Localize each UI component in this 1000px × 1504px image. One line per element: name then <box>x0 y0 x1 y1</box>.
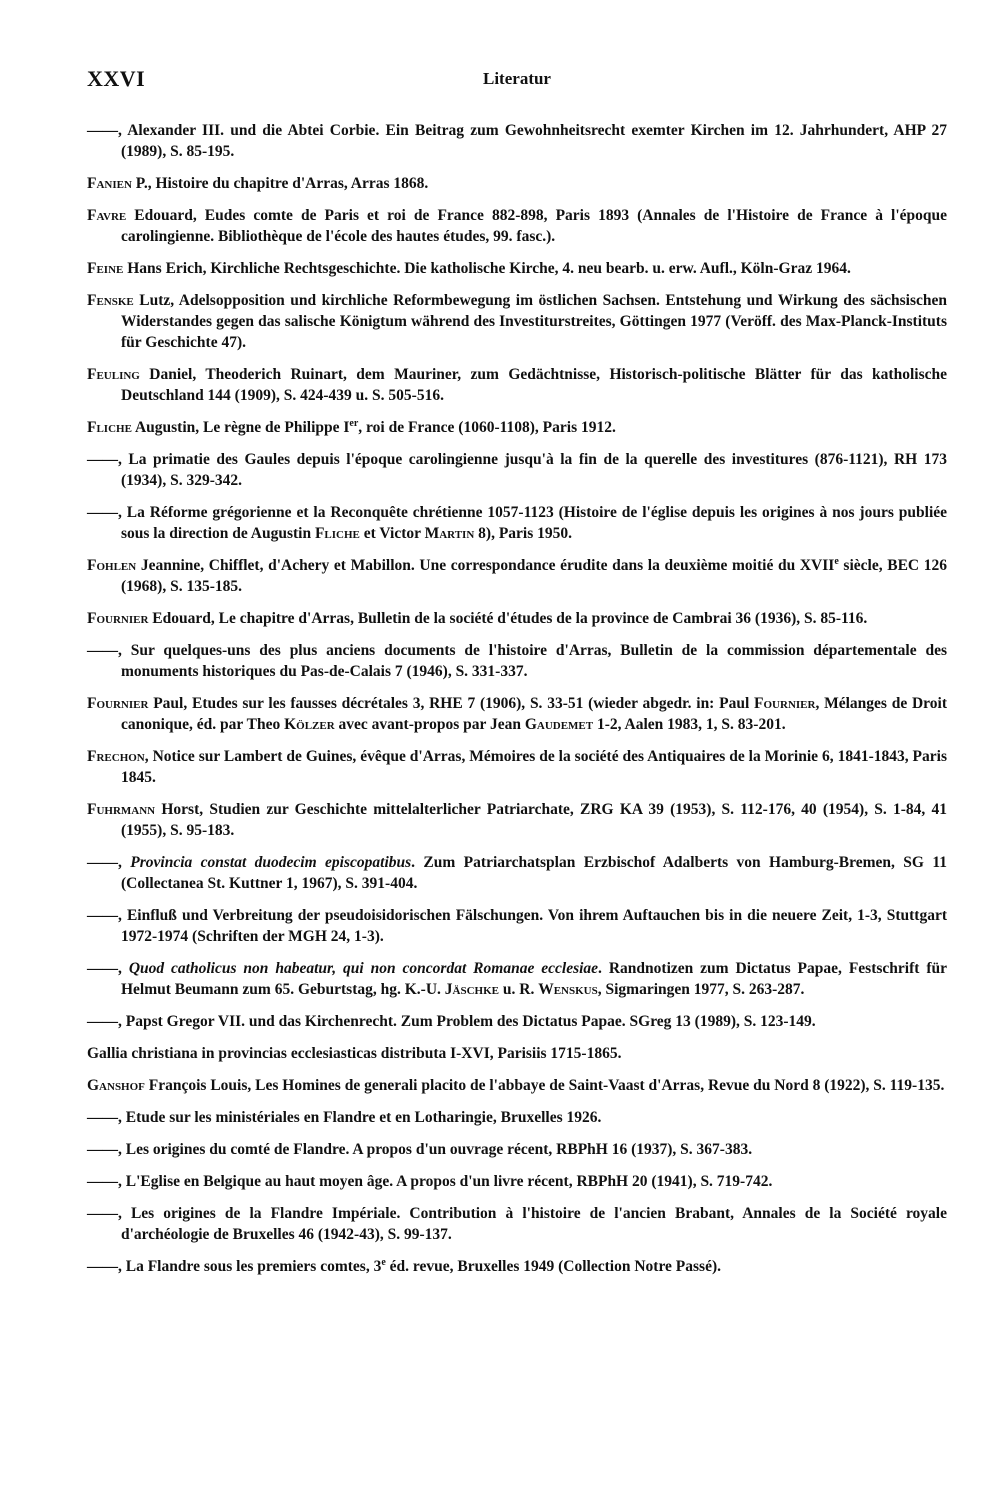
entry-text: . Zum Patriarchatsplan Erzbischof Adalberts von Hamburg-Bremen, SG 11 (Collectanea St. Kuttner 1, 1967), S. 391-404. <box>121 854 947 892</box>
entry-text: Lutz, Adelsopposition und kirchliche Reformbewegung im östlichen Sachsen. Entstehung und Wirkung des sächsischen Widerstandes gegen das salische Königtum während des Investiturstreites, Göttingen 1977 (Veröff. des Max-Planck-Instituts für Geschichte 47). <box>121 292 947 351</box>
bibliography-entry <box>87 555 947 597</box>
bibliography-entry: ——, Etude sur les ministériales en Flandre et en Lotharingie, Bruxelles 1926. <box>87 1109 602 1126</box>
entry-text: , roi de France (1060-1108), Paris 1912. <box>358 419 616 436</box>
repeat-author-dash: —— <box>87 1141 118 1158</box>
bibliography-entry: ——, Les origines de la Flandre Impériale. Contribution à l'histoire de l'ancien Brabant, Annales de la Société royale d'archéologie de Bruxelles 46 (1942-43), S. 99-137. <box>87 1205 947 1243</box>
author-surname: Fohlen <box>87 557 137 574</box>
entry-text: Gallia christiana in provincias ecclesiasticas distributa I-XVI, Parisiis 1715-1865. <box>87 1045 622 1062</box>
author-surname: Favre <box>87 207 127 224</box>
author-surname: Fuhrmann <box>87 801 156 818</box>
entry-text: . Randnotizen zum Dictatus Papae, Festschrift für Helmut Beumann zum 65. Geburtstag, hg. K.-U. <box>121 960 947 998</box>
italic-title: Quod catholicus non habeatur, qui non concordat Romanae ecclesiae <box>128 960 599 977</box>
bibliography-entry: ——, Alexander III. und die Abtei Corbie. Ein Beitrag zum Gewohnheitsrecht exemter Kirchen im 12. Jahrhundert, AHP 27 (1989), S. 85-195. <box>87 122 947 160</box>
entry-text: La primatie des Gaules depuis l'époque carolingienne jusqu'à la fin de la querelle des investitures (876-1121), RH 173 (1934), S. 329-342. <box>121 451 948 489</box>
repeat-author-dash: —— <box>87 1013 118 1030</box>
repeat-author-dash: —— <box>87 122 118 139</box>
repeat-author-dash: —— <box>87 1258 118 1275</box>
bibliography-entry: ——, Quod catholicus non habeatur, qui non concordat Romanae ecclesiae. Randnotizen zum Dictatus Papae, Festschrift für Helmut Beumann zum 65. Geburtstag, hg. K.-U. Jäschke u. R. Wenskus, Sigmaringen 1977, S. 263-287. <box>87 960 947 998</box>
entry-text: Jeannine, Chifflet, d'Achery et Mabillon. Une correspondance érudite dans la deuxième moitié du XVII <box>136 557 835 574</box>
entry-text: La Réforme grégorienne et la Reconquête chrétienne 1057-1123 (Histoire de l'église depuis les origines à nos jours publiée sous la direction de Augustin <box>121 504 948 542</box>
bibliography-entry <box>87 258 947 279</box>
bibliography-entry <box>87 205 947 247</box>
entry-text: avec avant-propos par Jean <box>334 716 525 733</box>
repeat-author-dash: —— <box>87 642 118 659</box>
italic-title: Provincia constat duodecim episcopatibus <box>130 854 412 871</box>
author-surname: Fournier <box>87 610 149 627</box>
repeat-author-dash: —— <box>87 854 118 871</box>
cited-name: Fournier <box>754 695 816 712</box>
entry-text: Hans Erich, Kirchliche Rechtsgeschichte. Die katholische Kirche, 4. neu bearb. u. erw. Aufl., Köln-Graz 1964. <box>123 260 851 277</box>
bibliography-entry: ——, Papst Gregor VII. und das Kirchenrecht. Zum Problem des Dictatus Papae. SGreg 13 (1989), S. 123-149. <box>87 1013 816 1030</box>
bibliography-entry: ——, Sur quelques-uns des plus anciens documents de l'histoire d'Arras, Bulletin de la commission départementale des monuments historiques du Pas-de-Calais 7 (1946), S. 331-337. <box>87 642 947 680</box>
bibliography-entry <box>87 1043 947 1064</box>
cited-name: Fliche <box>314 525 360 542</box>
entry-text: et Victor <box>359 525 425 542</box>
entry-text: Paul, Etudes sur les fausses décrétales 3, RHE 7 (1906), S. 33-51 (wieder abgedr. in: Paul <box>148 695 755 712</box>
bibliography-entry <box>87 364 947 406</box>
bibliography-entry: ——, Provincia constat duodecim episcopatibus. Zum Patriarchatsplan Erzbischof Adalberts von Hamburg-Bremen, SG 11 (Collectanea St. Kuttner 1, 1967), S. 391-404. <box>87 854 947 892</box>
author-surname: Feuling <box>87 366 140 383</box>
entry-text: Einfluß und Verbreitung der pseudoisidorischen Fälschungen. Von ihrem Auftauchen bis in die neuere Zeit, 1-3, Stuttgart 1972-1974 (Schriften der MGH 24, 1-3). <box>121 907 948 945</box>
repeat-author-dash: —— <box>87 1109 118 1126</box>
repeat-author-dash: —— <box>87 1173 118 1190</box>
repeat-author-dash: —— <box>87 907 118 924</box>
entry-text: , Mélanges de Droit canonique, éd. par Theo <box>121 695 947 733</box>
cited-name: Gaudemet <box>524 716 594 733</box>
superscript: er <box>349 417 359 429</box>
cited-name: Martin <box>424 525 475 542</box>
author-surname: Fournier <box>87 695 149 712</box>
entry-text: , Notice sur Lambert de Guines, évêque d'Arras, Mémoires de la société des Antiquaires de la Morinie 6, 1841-1843, Paris 1845. <box>121 748 947 786</box>
superscript: e <box>381 1256 386 1268</box>
entry-text: La Flandre sous les premiers comtes, 3 <box>125 1258 382 1275</box>
entry-text: siècle, BEC 126 (1968), S. 135-185. <box>121 557 948 595</box>
bibliography-entry <box>87 799 947 841</box>
author-surname: Fliche <box>87 419 132 436</box>
cited-name: Kölzer <box>284 716 335 733</box>
entry-text: 1-2, Aalen 1983, 1, S. 83-201. <box>593 716 786 733</box>
entry-text: François Louis, Les Homines de generali placito de l'abbaye de Saint-Vaast d'Arras, Revue du Nord 8 (1922), S. 119-135. <box>144 1077 945 1094</box>
repeat-author-dash: —— <box>87 451 118 468</box>
cited-name: Wenskus <box>538 981 598 998</box>
bibliography-entry: ——, La primatie des Gaules depuis l'époque carolingienne jusqu'à la fin de la querelle des investitures (876-1121), RH 173 (1934), S. 329-342. <box>87 451 948 489</box>
author-surname: Fanien <box>87 175 132 192</box>
entry-text: Horst, Studien zur Geschichte mittelalterlicher Patriarchate, ZRG KA 39 (1953), S. 112-176, 40 (1954), S. 1-84, 41 (1955), S. 95-183. <box>121 801 947 839</box>
bibliography-entry: ——, Einfluß und Verbreitung der pseudoisidorischen Fälschungen. Von ihrem Auftauchen bis in die neuere Zeit, 1-3, Stuttgart 1972-1974 (Schriften der MGH 24, 1-3). <box>87 907 948 945</box>
entry-text: Sur quelques-uns des plus anciens documents de l'histoire d'Arras, Bulletin de la commission départementale des monuments historiques du Pas-de-Calais 7 (1946), S. 331-337. <box>121 642 947 680</box>
entry-text: Papst Gregor VII. und das Kirchenrecht. Zum Problem des Dictatus Papae. SGreg 13 (1989), S. 123-149. <box>125 1013 816 1030</box>
entry-text: Alexander III. und die Abtei Corbie. Ein Beitrag zum Gewohnheitsrecht exemter Kirchen im 12. Jahrhundert, AHP 27 (1989), S. 85-195. <box>121 122 947 160</box>
bibliography-entry <box>87 1075 947 1096</box>
bibliography-entry <box>87 290 947 353</box>
bibliography-entry <box>87 173 947 194</box>
entry-text: P., Histoire du chapitre d'Arras, Arras 1868. <box>131 175 429 192</box>
entry-text: éd. revue, Bruxelles 1949 (Collection Notre Passé). <box>385 1258 721 1275</box>
entry-text: Edouard, Le chapitre d'Arras, Bulletin de la société d'études de la province de Cambrai 36 (1936), S. 85-116. <box>148 610 868 627</box>
entry-text: Les origines du comté de Flandre. A propos d'un ouvrage récent, RBPhH 16 (1937), S. 367-383. <box>125 1141 753 1158</box>
repeat-author-dash: —— <box>87 1205 118 1222</box>
author-surname: Feine <box>87 260 124 277</box>
bibliography-entry <box>87 746 947 788</box>
entry-text: Edouard, Eudes comte de Paris et roi de France 882-898, Paris 1893 (Annales de l'Histoire de France à l'époque carolingienne. Bibliothèque de l'école des hautes études, 99. fasc.). <box>121 207 947 245</box>
author-surname: Ganshof <box>87 1077 145 1094</box>
entry-text: L'Eglise en Belgique au haut moyen âge. A propos d'un livre récent, RBPhH 20 (1941), S. 719-742. <box>125 1173 773 1190</box>
bibliography-list <box>87 120 947 1288</box>
running-head <box>87 66 947 96</box>
entry-text: u. R. <box>499 981 539 998</box>
bibliography-entry <box>87 693 947 735</box>
entry-text: Augustin, Le règne de Philippe I <box>131 419 350 436</box>
entry-text: 8), Paris 1950. <box>474 525 573 542</box>
author-surname: Frechon <box>87 748 145 765</box>
bibliography-entry <box>87 608 947 629</box>
entry-text: , Sigmaringen 1977, S. 263-287. <box>597 981 805 998</box>
entry-text: Etude sur les ministériales en Flandre et en Lotharingie, Bruxelles 1926. <box>125 1109 602 1126</box>
bibliography-entry: ——, Les origines du comté de Flandre. A propos d'un ouvrage récent, RBPhH 16 (1937), S. 367-383. <box>87 1141 753 1158</box>
repeat-author-dash: —— <box>87 960 118 977</box>
bibliography-entry: ——, La Réforme grégorienne et la Reconquête chrétienne 1057-1123 (Histoire de l'église depuis les origines à nos jours publiée sous la direction de Augustin Fliche et Victor Martin 8), Paris 1950. <box>87 504 948 542</box>
author-surname: Fenske <box>87 292 134 309</box>
bibliography-entry: ——, L'Eglise en Belgique au haut moyen âge. A propos d'un livre récent, RBPhH 20 (1941), S. 719-742. <box>87 1173 773 1190</box>
cited-name: Jäschke <box>444 981 500 998</box>
entry-text: Les origines de la Flandre Impériale. Contribution à l'histoire de l'ancien Brabant, Annales de la Société royale d'archéologie de Bruxelles 46 (1942-43), S. 99-137. <box>121 1205 947 1243</box>
entry-text: Daniel, Theoderich Ruinart, dem Mauriner, zum Gedächtnisse, Historisch-politische Blätter für das katholische Deutschland 144 (1909), S. 424-439 u. S. 505-516. <box>121 366 947 404</box>
bibliography-entry <box>87 417 947 438</box>
running-title: Literatur <box>483 69 551 88</box>
bibliography-entry: ——, La Flandre sous les premiers comtes, 3e éd. revue, Bruxelles 1949 (Collection Notre Passé). <box>87 1256 721 1275</box>
page-number: XXVI <box>87 66 146 91</box>
superscript: e <box>834 555 839 567</box>
repeat-author-dash: —— <box>87 504 118 521</box>
